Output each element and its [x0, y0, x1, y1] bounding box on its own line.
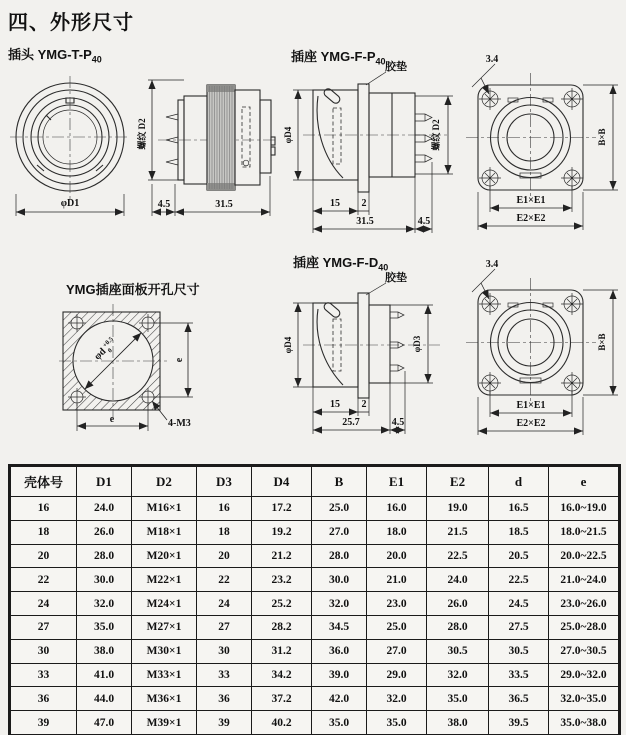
table-cell: 33.5: [489, 663, 549, 687]
table-cell: M22×1: [132, 568, 197, 592]
dim-31-5: 31.5: [215, 199, 233, 210]
table-header-cell: D3: [197, 466, 252, 497]
dim-2: 2: [361, 198, 367, 209]
table-cell: 34.2: [252, 663, 312, 687]
table-cell: 27.0~30.5: [549, 639, 620, 663]
plug-side-body: [166, 85, 275, 190]
panel-cutout-drawing: [55, 294, 225, 446]
table-cell: M33×1: [132, 663, 197, 687]
table-cell: 25.2: [252, 592, 312, 616]
table-cell: 30.5: [489, 639, 549, 663]
table-header-row: [10, 466, 620, 497]
table-cell: M16×1: [132, 497, 197, 521]
table-cell: 24.0: [77, 497, 132, 521]
table-cell: 20: [10, 544, 77, 568]
table-row: [10, 639, 620, 663]
table-cell: 16: [10, 497, 77, 521]
table-cell: 35.0: [77, 615, 132, 639]
table-header-cell: D2: [132, 466, 197, 497]
socket-d-label-sub: 40: [378, 262, 389, 273]
dim-phi-d-tol-upper: +0.5: [101, 335, 115, 350]
table-cell: 16.0~19.0: [549, 497, 620, 521]
table-cell: M20×1: [132, 544, 197, 568]
dim-2: 2: [361, 399, 367, 410]
socket-d-body: [313, 293, 404, 398]
table-cell: 36.5: [489, 687, 549, 711]
socket-p-body: [313, 84, 432, 192]
table-row: [10, 592, 620, 616]
table-cell: 23.2: [252, 568, 312, 592]
table-cell: 30.5: [427, 639, 489, 663]
plug-front-view-drawing: [6, 70, 138, 226]
flange-mounting-holes: [479, 88, 583, 189]
table-row: [10, 663, 620, 687]
table-cell: 32.0: [77, 592, 132, 616]
table-row: [10, 615, 620, 639]
table-cell: 18: [197, 520, 252, 544]
socket-p-label-sub: 40: [375, 56, 386, 67]
table-cell: 19.2: [252, 520, 312, 544]
table-row: [10, 687, 620, 711]
table-cell: 32.0: [367, 687, 427, 711]
plug-label-text: 插头 YMG-T-P: [8, 47, 92, 62]
socket-p-gasket-callout: [366, 56, 407, 85]
table-cell: 33: [10, 663, 77, 687]
table-cell: 20.0: [367, 544, 427, 568]
table-cell: 20: [197, 544, 252, 568]
dim-bxb: B×B: [597, 128, 607, 146]
gasket: [358, 84, 369, 192]
table-cell: 27.5: [489, 615, 549, 639]
table-cell: 29.0: [367, 663, 427, 687]
table-cell: 36.0: [312, 639, 367, 663]
knurled-ring: [207, 85, 235, 190]
table-cell: 29.0~32.0: [549, 663, 620, 687]
dim-e1xe1: E1×E1: [516, 400, 546, 411]
table-cell: 28.0: [312, 544, 367, 568]
table-cell: 25.0: [367, 615, 427, 639]
dim-e-bottom: e: [109, 414, 115, 425]
table-cell: 37.2: [252, 687, 312, 711]
dim-25-7: 25.7: [342, 417, 360, 428]
dim-thread-d2: 螺纹 D2: [137, 118, 147, 150]
dim-31-5: 31.5: [356, 216, 374, 227]
table-cell: 33: [197, 663, 252, 687]
table-cell: 32.0~35.0: [549, 687, 620, 711]
flange-e-dimensions: [478, 186, 583, 230]
dim-hole-3-4: 3.4: [485, 259, 499, 270]
table-cell: 31.2: [252, 639, 312, 663]
table-header-cell: E1: [367, 466, 427, 497]
dim-e2xe2: E2×E2: [516, 418, 546, 429]
table-cell: 39: [197, 711, 252, 735]
table-header-cell: B: [312, 466, 367, 497]
table-cell: 39: [10, 711, 77, 735]
table-cell: M27×1: [132, 615, 197, 639]
bayonet-slot: [242, 107, 250, 167]
table-header-cell: 壳体号: [10, 466, 77, 497]
table-cell: 22: [10, 568, 77, 592]
plug-label: [8, 44, 102, 65]
table-cell: 38.0: [427, 711, 489, 735]
flange-bottom-drawing: [450, 253, 626, 449]
table-cell: 19.0: [427, 497, 489, 521]
table-cell: M36×1: [132, 687, 197, 711]
plug-front-dimension-d1: [16, 194, 124, 216]
table-cell: 28.0: [77, 544, 132, 568]
flange-mounting-holes: [479, 293, 583, 394]
gasket: [358, 293, 369, 398]
table-cell: 24: [10, 592, 77, 616]
dim-15: 15: [330, 399, 340, 410]
gasket-label: 胶垫: [385, 272, 407, 284]
dimension-table: [8, 464, 621, 735]
table-cell: 44.0: [77, 687, 132, 711]
dim-e1xe1: E1×E1: [516, 195, 546, 206]
table-cell: 23.0~26.0: [549, 592, 620, 616]
table-cell: 18.5: [489, 520, 549, 544]
table-row: [10, 544, 620, 568]
table-cell: 21.2: [252, 544, 312, 568]
table-cell: M18×1: [132, 520, 197, 544]
socket-p-drawing: [285, 56, 457, 240]
table-cell: 36: [10, 687, 77, 711]
dim-phi-d3: φD3: [412, 335, 422, 353]
socket-p-length-dimensions: [313, 162, 432, 233]
dim-15: 15: [330, 198, 340, 209]
table-row: [10, 711, 620, 735]
dim-phi-d4: φD4: [283, 336, 293, 354]
table-cell: 22: [197, 568, 252, 592]
panel-cutout-label: YMG插座面板开孔尺寸: [66, 282, 200, 297]
table-row: [10, 568, 620, 592]
table-cell: 40.2: [252, 711, 312, 735]
table-cell: 30.0: [77, 568, 132, 592]
table-cell: 22.5: [427, 544, 489, 568]
table-row: [10, 497, 620, 521]
table-header-cell: E2: [427, 466, 489, 497]
table-cell: 27.0: [312, 520, 367, 544]
plug-label-sub: 40: [91, 54, 102, 65]
table-cell: 16.0: [367, 497, 427, 521]
dim-4-m3: 4-M3: [168, 418, 191, 429]
table-cell: 32.0: [312, 592, 367, 616]
dim-thread-d2: 螺纹 D2: [431, 119, 441, 151]
table-cell: 25.0: [312, 497, 367, 521]
table-cell: 21.0~24.0: [549, 568, 620, 592]
table-body: [10, 497, 620, 735]
table-cell: 30: [197, 639, 252, 663]
socket-d-drawing: [285, 250, 457, 440]
flange-top-drawing: [450, 48, 626, 244]
table-cell: 16: [197, 497, 252, 521]
table-cell: M39×1: [132, 711, 197, 735]
table-cell: 21.0: [367, 568, 427, 592]
page-title: 四、外形尺寸: [8, 12, 134, 34]
table-cell: 27: [10, 615, 77, 639]
dim-phi-d1: φD1: [60, 198, 80, 209]
table-row: [10, 520, 620, 544]
socket-p-label-text: 插座 YMG-F-P: [291, 49, 376, 64]
plug-side-view-drawing: [137, 66, 278, 222]
table-cell: 23.0: [367, 592, 427, 616]
table-cell: M24×1: [132, 592, 197, 616]
dim-4-5: 4.5: [417, 216, 431, 227]
table-cell: 26.0: [77, 520, 132, 544]
table-cell: 18.0: [367, 520, 427, 544]
table-cell: 24.0: [427, 568, 489, 592]
table-cell: 27.0: [367, 639, 427, 663]
table-header-cell: e: [549, 466, 620, 497]
flange-hole-callout: [472, 259, 498, 299]
table-cell: 30.0: [312, 568, 367, 592]
table-cell: 24.5: [489, 592, 549, 616]
table-cell: 35.0: [312, 711, 367, 735]
table-cell: 36: [197, 687, 252, 711]
table-cell: 30: [10, 639, 77, 663]
table-cell: 39.5: [489, 711, 549, 735]
table-cell: 26.0: [427, 592, 489, 616]
table-cell: 35.0: [367, 711, 427, 735]
dim-hole-3-4: 3.4: [485, 54, 499, 65]
socket-d-length-dimensions: [313, 371, 405, 434]
dim-bxb: B×B: [597, 333, 607, 351]
dim-4-5: 4.5: [157, 199, 171, 210]
flange-hole-callout: [472, 54, 498, 94]
table-cell: 34.5: [312, 615, 367, 639]
table-cell: 24: [197, 592, 252, 616]
table-cell: 27: [197, 615, 252, 639]
table-cell: 32.0: [427, 663, 489, 687]
table-cell: 28.2: [252, 615, 312, 639]
table-cell: 35.0~38.0: [549, 711, 620, 735]
flange-e-dimensions: [478, 391, 583, 435]
table-cell: 21.5: [427, 520, 489, 544]
dim-phi-d4: φD4: [283, 126, 293, 144]
table-cell: 18.0~21.5: [549, 520, 620, 544]
table-cell: 16.5: [489, 497, 549, 521]
table-header-cell: D1: [77, 466, 132, 497]
dim-4-5: 4.5: [391, 417, 405, 428]
table-cell: 20.5: [489, 544, 549, 568]
table-cell: 17.2: [252, 497, 312, 521]
table-cell: 28.0: [427, 615, 489, 639]
socket-d-gasket-callout: [366, 270, 407, 295]
dim-phi-d-tol-lower: 0: [106, 347, 114, 355]
table-cell: 38.0: [77, 639, 132, 663]
table-header-cell: d: [489, 466, 549, 497]
dim-e2xe2: E2×E2: [516, 213, 546, 224]
dim-e-side: e: [174, 357, 185, 363]
table-cell: 20.0~22.5: [549, 544, 620, 568]
table-cell: 35.0: [427, 687, 489, 711]
table-cell: 47.0: [77, 711, 132, 735]
table-header-cell: D4: [252, 466, 312, 497]
table-cell: 25.0~28.0: [549, 615, 620, 639]
table-cell: 18: [10, 520, 77, 544]
table-cell: 41.0: [77, 663, 132, 687]
socket-d-label-text: 插座 YMG-F-D: [293, 255, 379, 270]
table-cell: 22.5: [489, 568, 549, 592]
table-cell: M30×1: [132, 639, 197, 663]
gasket-label: 胶垫: [385, 61, 407, 73]
table-cell: 42.0: [312, 687, 367, 711]
table-cell: 39.0: [312, 663, 367, 687]
dim-phi-d: φd: [92, 346, 109, 363]
